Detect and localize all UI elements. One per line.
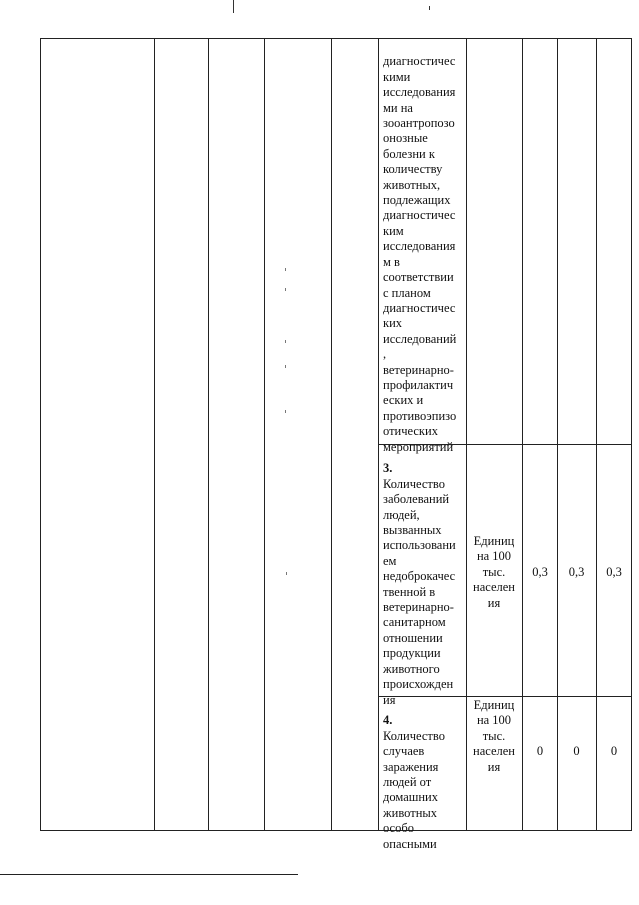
scan-speck <box>285 268 286 271</box>
indicator-3-value-2: 0,3 <box>568 565 585 579</box>
column-divider-9 <box>596 38 597 831</box>
indicator-3-text: Количество заболеваний людей, вызванных использовани ем недоброкачес твенной в ветеринарно- санитарном отношении продукции животного происхожден ия <box>383 476 456 707</box>
indicator-3-value-3: 0,3 <box>606 565 622 579</box>
column-divider-4 <box>331 38 332 831</box>
scan-speck <box>285 410 286 413</box>
indicator-4-value-2: 0 <box>573 744 580 758</box>
footnote-separator <box>0 874 298 875</box>
scan-mark-top-left <box>233 0 234 13</box>
column-divider-2 <box>208 38 209 831</box>
indicator-3-number: 3. <box>383 461 393 476</box>
scan-speck <box>285 365 286 368</box>
column-divider-5 <box>378 38 379 831</box>
indicator-4-text: Количество случаев заражения людей от домашних животных особо опасными <box>383 728 445 851</box>
row-1-text: диагностичес кими исследования ми на зооантропозо онозные болезни к количеству животных, подлежащих диагностичес ким исследования м в соответствии с планом диагностичес ких исследований , ветеринарно- профилактич еских и противоэпизо отических мероприятий <box>383 54 457 454</box>
indicator-4-unit: Единиц на 100 тыс. населен ия <box>473 698 515 774</box>
indicator-3-value-1: 0,3 <box>532 565 548 579</box>
scan-speck <box>286 572 287 575</box>
scan-speck <box>285 340 286 343</box>
indicator-4-number: 4. <box>383 713 393 728</box>
indicator-3-cell <box>383 446 467 708</box>
scan-speck <box>285 288 286 291</box>
column-divider-3 <box>264 38 265 831</box>
indicator-4-value-3: 0 <box>610 744 618 758</box>
column-divider-8 <box>557 38 558 831</box>
indicator-4-cell <box>383 698 467 852</box>
column-divider-1 <box>154 38 155 831</box>
scan-mark-top-right <box>429 6 430 10</box>
indicator-4-value-1: 0 <box>536 744 544 758</box>
column-divider-7 <box>522 38 523 831</box>
indicator-3-unit: Единиц на 100 тыс. населен ия <box>473 534 515 610</box>
indicator-text-continuation <box>383 39 467 455</box>
indicator-table <box>40 38 632 831</box>
